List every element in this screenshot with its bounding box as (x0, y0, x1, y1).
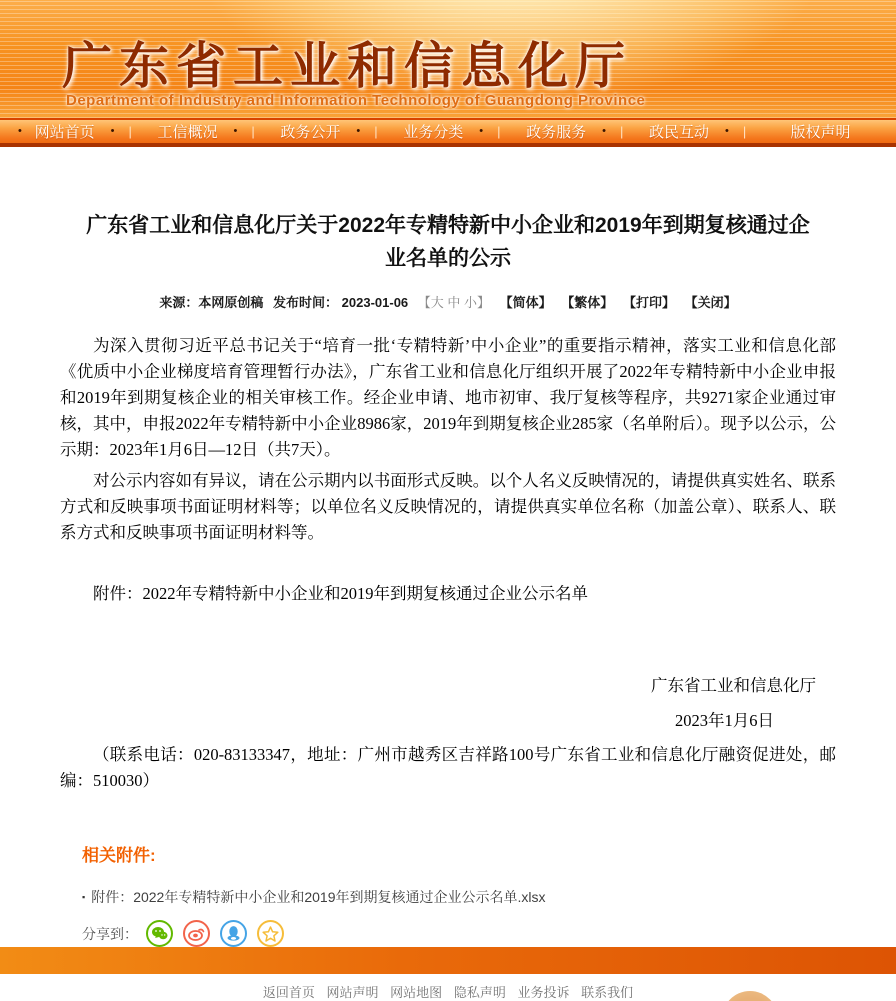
nav-dot-icon: • (479, 125, 484, 138)
footer-link-contact[interactable]: 联系我们 (581, 985, 634, 1000)
signature-organization: 广东省工业和信息化厅 (651, 676, 816, 695)
footer-link-privacy[interactable]: 隐私声明 (453, 985, 506, 1000)
footer-link-complaints[interactable]: 业务投诉 (517, 985, 570, 1000)
footer-link-site-statement[interactable]: 网站声明 (326, 985, 379, 1000)
nav-dot-icon: • (356, 125, 361, 138)
article-content (60, 147, 836, 947)
nav-item-overview[interactable]: 工信概况 (157, 123, 218, 141)
header-banner (0, 0, 896, 118)
print-button[interactable]: 【打印】 (622, 295, 675, 310)
footer-link-home[interactable]: 返回首页 (262, 985, 315, 1000)
nav-pipe-divider: | (742, 123, 747, 139)
meta-source: 来源：本网原创稿 (159, 295, 264, 310)
nav-item-business-category[interactable]: 业务分类 (403, 123, 464, 141)
nav-pipe-divider: | (497, 123, 501, 139)
nav-item-public-interaction[interactable]: 政民互动 (649, 123, 710, 141)
footer-link-sitemap[interactable]: 网站地图 (390, 985, 443, 1000)
nav-item-home[interactable]: 网站首页 (34, 123, 95, 141)
attachment-download-link[interactable]: 附件：2022年专精特新中小企业和2019年到期复核通过企业公示名单.xlsx (91, 889, 546, 905)
font-size-control[interactable]: 【大 中 小】 (417, 295, 491, 310)
nav-pipe-divider: | (251, 123, 255, 139)
article-meta (60, 292, 836, 311)
nav-item-gov-disclosure[interactable]: 政务公开 (280, 123, 341, 141)
footer-divider-bar (0, 947, 896, 974)
nav-item-gov-services[interactable]: 政务服务 (526, 123, 587, 141)
nav-dot-icon: • (18, 125, 22, 138)
bullet-icon: ▪ (82, 892, 86, 902)
main-nav (0, 118, 896, 147)
meta-publish-time: 发布时间： 2023-01-06 (273, 295, 409, 310)
site-subtitle-english: Department of Industry and Information Technology of Guangdong Province (66, 92, 646, 109)
weibo-share-icon[interactable] (183, 920, 210, 947)
site-title: 广东省工业和信息化厅 (62, 38, 632, 94)
nav-pipe-divider: | (128, 123, 132, 139)
nav-pipe-divider: | (374, 123, 378, 139)
nav-item-copyright[interactable]: 版权声明 (790, 123, 851, 141)
qq-share-icon[interactable] (220, 920, 247, 947)
attachment-reference-line: 附件：2022年专精特新中小企业和2019年到期复核通过企业公示名单 (93, 584, 588, 603)
attachment-list-item (82, 887, 836, 907)
share-bar (82, 920, 836, 947)
nav-dot-icon: • (602, 125, 607, 138)
article-paragraph: 为深入贯彻习近平总书记关于“培育一批‘专精特新’中小企业”的重要指示精神，落实工业和信息化部《优质中小企业梯度培育管理暂行办法》，广东省工业和信息化厅组织开展了2022年专精特新中小企业申报和2019年到期复核企业的相关审核工作。经企业申请、地市初审、我厅复核等程序，共9271家企业通过审核，其中，申报2022年专精特新中小企业8986家，2019年到期复核企业285家（名单附后）。现予以公示，公示期：2023年1月6日—12日（共7天）。 (60, 336, 836, 459)
page-title: 广东省工业和信息化厅关于2022年专精特新中小企业和2019年到期复核通过企业名单的公示 (86, 214, 810, 270)
article-paragraph: 对公示内容如有异议，请在公示期内以书面形式反映。以个人名义反映情况的，请提供真实姓名、联系方式和反映事项书面证明材料等；以单位名义反映情况的，请提供真实单位名称（加盖公章）、联系人、联系方式和反映事项书面证明材料等。 (60, 471, 836, 542)
simplified-button[interactable]: 【简体】 (499, 295, 552, 310)
nav-pipe-divider: | (620, 123, 624, 139)
contact-info: （联系电话：020-83133347，地址：广州市越秀区吉祥路100号广东省工业和信息化厅融资促进处，邮编：510030） (60, 745, 836, 790)
share-label: 分享到： (82, 925, 138, 942)
footer (0, 947, 896, 1001)
traditional-button[interactable]: 【繁体】 (561, 295, 614, 310)
qzone-share-icon[interactable] (257, 920, 284, 947)
nav-dot-icon: • (110, 125, 115, 138)
nav-dot-icon: • (725, 125, 729, 138)
wechat-share-icon[interactable] (146, 920, 173, 947)
close-button[interactable]: 【关闭】 (684, 295, 737, 310)
signature-date: 2023年1月6日 (675, 711, 774, 730)
related-attachments-heading: 相关附件: (82, 846, 156, 865)
nav-dot-icon: • (233, 125, 238, 138)
